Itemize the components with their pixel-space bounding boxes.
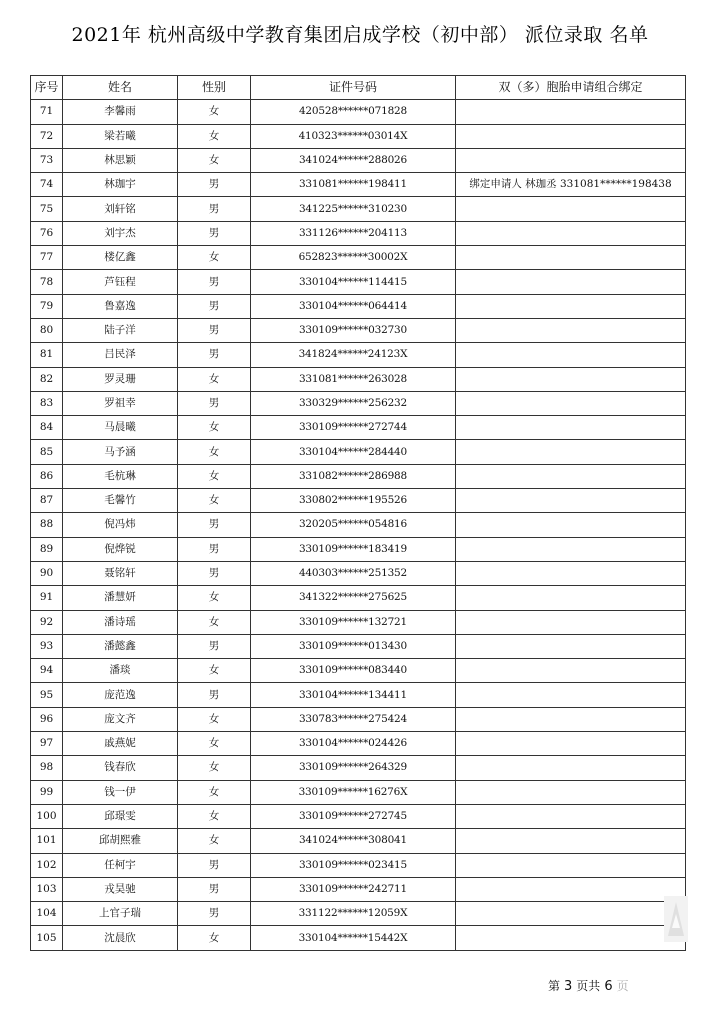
cell-name: 梁若曦 [63,124,178,148]
cell-name: 陆子洋 [63,318,178,342]
table-row [31,367,686,391]
header-id: 证件号码 [251,76,456,100]
table-row [31,902,686,926]
cell-name: 芦钰程 [63,270,178,294]
table-row [31,173,686,197]
table-row [31,489,686,513]
cell-id: 330109******032730 [251,318,456,342]
cell-seq: 95 [31,683,63,707]
cell-seq: 102 [31,853,63,877]
cell-gender: 男 [178,853,251,877]
cell-twin-binding [456,197,686,221]
table-row [31,634,686,658]
cell-twin-binding [456,246,686,270]
table-row [31,853,686,877]
cell-gender: 男 [178,173,251,197]
cell-name: 邱胡熙雅 [63,829,178,853]
cell-name: 钱一伊 [63,780,178,804]
cell-id: 330802******195526 [251,489,456,513]
cell-twin-binding [456,489,686,513]
cell-id: 341225******310230 [251,197,456,221]
cell-name: 任柯宇 [63,853,178,877]
cell-seq: 99 [31,780,63,804]
cell-twin-binding [456,902,686,926]
cell-twin-binding [456,124,686,148]
cell-name: 戚燕妮 [63,732,178,756]
table-row [31,804,686,828]
cell-twin-binding [456,634,686,658]
cell-seq: 74 [31,173,63,197]
header-gender: 性别 [178,76,251,100]
cell-seq: 94 [31,659,63,683]
cell-seq: 73 [31,148,63,172]
table-row [31,659,686,683]
cell-gender: 女 [178,148,251,172]
cell-gender: 男 [178,902,251,926]
cell-gender: 男 [178,513,251,537]
cell-name: 戎昊驰 [63,877,178,901]
table-row [31,270,686,294]
cell-seq: 103 [31,877,63,901]
cell-id: 410323******03014X [251,124,456,148]
cell-twin-binding [456,416,686,440]
cell-gender: 女 [178,416,251,440]
cell-id: 330104******024426 [251,732,456,756]
cell-id: 330109******264329 [251,756,456,780]
cell-name: 罗祖幸 [63,391,178,415]
cell-name: 潘懿鑫 [63,634,178,658]
cell-twin-binding [456,318,686,342]
cell-gender: 女 [178,246,251,270]
table-row [31,221,686,245]
cell-name: 鲁嘉逸 [63,294,178,318]
cell-id: 331122******12059X [251,902,456,926]
table-row [31,148,686,172]
cell-gender: 女 [178,707,251,731]
table-row [31,926,686,950]
cell-twin-binding [456,780,686,804]
cell-name: 潘琰 [63,659,178,683]
cell-seq: 100 [31,804,63,828]
cell-name: 钱春欣 [63,756,178,780]
cell-seq: 98 [31,756,63,780]
footer-suffix: 页 [616,979,629,993]
cell-name: 毛杭琳 [63,464,178,488]
cell-id: 330104******114415 [251,270,456,294]
cell-gender: 女 [178,732,251,756]
table-row [31,586,686,610]
cell-twin-binding [456,804,686,828]
cell-gender: 女 [178,124,251,148]
cell-name: 潘慧妍 [63,586,178,610]
cell-gender: 女 [178,586,251,610]
table-header-row [31,76,686,100]
cell-id: 331082******286988 [251,464,456,488]
cell-seq: 72 [31,124,63,148]
cell-name: 庞范逸 [63,683,178,707]
page-footer [548,977,629,994]
cell-twin-binding [456,586,686,610]
cell-seq: 81 [31,343,63,367]
cell-name: 罗灵珊 [63,367,178,391]
table-row [31,877,686,901]
cell-name: 聂铭轩 [63,561,178,585]
cell-id: 330329******256232 [251,391,456,415]
cell-gender: 男 [178,343,251,367]
cell-id: 341322******275625 [251,586,456,610]
cell-twin-binding [456,343,686,367]
cell-name: 刘宇杰 [63,221,178,245]
cell-id: 341824******24123X [251,343,456,367]
cell-twin-binding [456,391,686,415]
cell-gender: 女 [178,926,251,950]
cell-name: 吕民泽 [63,343,178,367]
cell-twin-binding: 绑定申请人 林珈丞 331081******198438 [456,173,686,197]
cell-seq: 104 [31,902,63,926]
cell-id: 330109******242711 [251,877,456,901]
cell-gender: 女 [178,829,251,853]
table-row [31,732,686,756]
cell-seq: 76 [31,221,63,245]
cell-seq: 83 [31,391,63,415]
cell-name: 上官子瑞 [63,902,178,926]
table-row [31,537,686,561]
cell-name: 倪烨锐 [63,537,178,561]
cell-seq: 80 [31,318,63,342]
table-body [31,100,686,950]
cell-seq: 105 [31,926,63,950]
cell-name: 林思颖 [63,148,178,172]
table-row [31,513,686,537]
table-row [31,197,686,221]
cell-gender: 男 [178,270,251,294]
cell-gender: 女 [178,367,251,391]
cell-gender: 女 [178,100,251,124]
table-row [31,610,686,634]
cell-twin-binding [456,732,686,756]
cell-id: 330104******284440 [251,440,456,464]
cell-name: 毛馨竹 [63,489,178,513]
cell-seq: 92 [31,610,63,634]
cell-twin-binding [456,610,686,634]
cell-twin-binding [456,100,686,124]
cell-gender: 男 [178,537,251,561]
cell-id: 330104******15442X [251,926,456,950]
cell-twin-binding [456,367,686,391]
cell-gender: 男 [178,877,251,901]
cell-id: 330109******083440 [251,659,456,683]
footer-page-number: 3 [564,979,573,994]
footer-middle: 页共 [576,979,601,993]
cell-gender: 男 [178,683,251,707]
cell-name: 马予涵 [63,440,178,464]
cell-gender: 男 [178,318,251,342]
cell-id: 331126******204113 [251,221,456,245]
cell-seq: 88 [31,513,63,537]
cell-twin-binding [456,659,686,683]
admission-table [30,75,686,951]
cell-gender: 女 [178,804,251,828]
header-name: 姓名 [63,76,178,100]
cell-id: 652823******30002X [251,246,456,270]
footer-total-pages: 6 [604,979,613,994]
cell-name: 邱璟雯 [63,804,178,828]
cell-gender: 女 [178,610,251,634]
cell-seq: 91 [31,586,63,610]
cell-seq: 84 [31,416,63,440]
table-row [31,561,686,585]
table-row [31,707,686,731]
cell-twin-binding [456,829,686,853]
cell-twin-binding [456,148,686,172]
cell-seq: 101 [31,829,63,853]
cell-id: 440303******251352 [251,561,456,585]
cell-id: 330109******132721 [251,610,456,634]
cell-name: 刘轩铭 [63,197,178,221]
cell-gender: 男 [178,197,251,221]
cell-gender: 男 [178,221,251,245]
cell-gender: 女 [178,756,251,780]
cell-name: 庞文齐 [63,707,178,731]
cell-name: 马晨曦 [63,416,178,440]
cell-seq: 78 [31,270,63,294]
cell-gender: 男 [178,561,251,585]
header-twin-binding: 双（多）胞胎申请组合绑定 [456,76,686,100]
document-title: 2021年 杭州高级中学教育集团启成学校（初中部） 派位录取 名单 [71,24,649,46]
cell-name: 沈晨欣 [63,926,178,950]
cell-gender: 女 [178,440,251,464]
cell-id: 341024******308041 [251,829,456,853]
cell-seq: 71 [31,100,63,124]
table-row [31,440,686,464]
cell-id: 330109******16276X [251,780,456,804]
table-row [31,391,686,415]
cell-seq: 96 [31,707,63,731]
cell-seq: 82 [31,367,63,391]
table-row [31,829,686,853]
cell-id: 320205******054816 [251,513,456,537]
cell-name: 倪冯炜 [63,513,178,537]
cell-name: 潘诗瑶 [63,610,178,634]
cell-seq: 93 [31,634,63,658]
table-row [31,464,686,488]
cell-twin-binding [456,294,686,318]
cell-id: 330109******023415 [251,853,456,877]
table-row [31,343,686,367]
cell-id: 331081******263028 [251,367,456,391]
cell-twin-binding [456,853,686,877]
cell-id: 331081******198411 [251,173,456,197]
cell-id: 341024******288026 [251,148,456,172]
cell-twin-binding [456,440,686,464]
cell-twin-binding [456,270,686,294]
cell-id: 330109******183419 [251,537,456,561]
cell-seq: 87 [31,489,63,513]
cell-id: 420528******071828 [251,100,456,124]
cell-twin-binding [456,513,686,537]
cell-name: 李馨雨 [63,100,178,124]
table-row [31,756,686,780]
cell-seq: 90 [31,561,63,585]
cell-twin-binding [456,561,686,585]
cell-seq: 79 [31,294,63,318]
cell-twin-binding [456,221,686,245]
cell-seq: 75 [31,197,63,221]
cell-twin-binding [456,707,686,731]
cell-gender: 男 [178,294,251,318]
table-row [31,294,686,318]
footer-prefix: 第 [548,979,561,993]
cell-twin-binding [456,877,686,901]
cell-id: 330783******275424 [251,707,456,731]
table-row [31,100,686,124]
cell-gender: 女 [178,659,251,683]
header-seq: 序号 [31,76,63,100]
cell-seq: 89 [31,537,63,561]
table-row [31,780,686,804]
cell-gender: 男 [178,634,251,658]
table-row [31,318,686,342]
cell-name: 林珈宇 [63,173,178,197]
cell-id: 330104******134411 [251,683,456,707]
cell-gender: 女 [178,464,251,488]
table-row [31,246,686,270]
cell-seq: 85 [31,440,63,464]
cell-seq: 97 [31,732,63,756]
cell-twin-binding [456,464,686,488]
cell-name: 楼亿鑫 [63,246,178,270]
cell-twin-binding [456,756,686,780]
cell-twin-binding [456,683,686,707]
table-row [31,683,686,707]
watermark-logo-icon [664,896,688,942]
cell-seq: 77 [31,246,63,270]
cell-id: 330109******272745 [251,804,456,828]
cell-twin-binding [456,537,686,561]
cell-gender: 女 [178,489,251,513]
cell-id: 330109******272744 [251,416,456,440]
cell-gender: 女 [178,780,251,804]
cell-id: 330109******013430 [251,634,456,658]
cell-id: 330104******064414 [251,294,456,318]
table-row [31,124,686,148]
cell-seq: 86 [31,464,63,488]
cell-gender: 男 [178,391,251,415]
cell-twin-binding [456,926,686,950]
table-row [31,416,686,440]
